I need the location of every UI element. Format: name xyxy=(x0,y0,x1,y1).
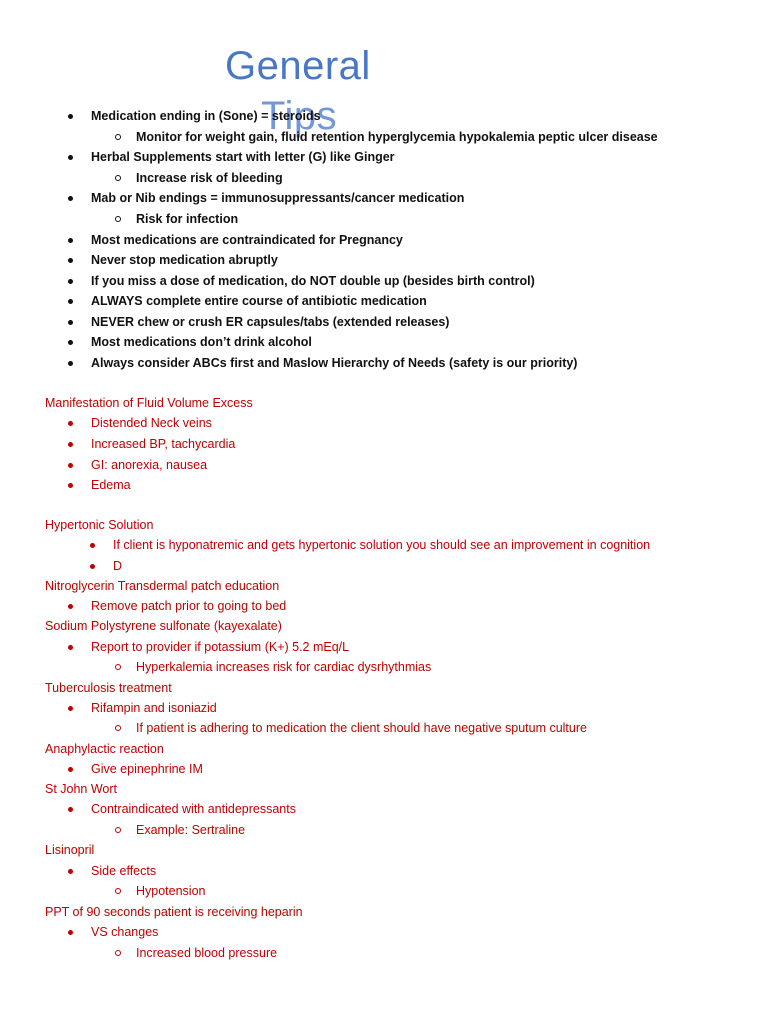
list-item: Most medications are contraindicated for Pregnancy xyxy=(91,233,403,247)
list-item: Increased blood pressure xyxy=(136,946,278,960)
list-item: Risk for infection xyxy=(136,212,239,226)
title-line1: General xyxy=(225,44,371,88)
list-item: Most medications don’t drink alcohol xyxy=(91,335,312,349)
list-item: Distended Neck veins xyxy=(91,416,212,430)
bullet-icon xyxy=(68,869,73,874)
sub-bullet-icon xyxy=(115,725,121,731)
list-item: Increase risk of bleeding xyxy=(136,171,283,185)
bullet-icon xyxy=(68,238,73,243)
section-heading: Nitroglycerin Transdermal patch education xyxy=(45,579,280,593)
sub-bullet-icon xyxy=(115,888,121,894)
title-line2: Tips xyxy=(261,94,338,138)
list-item: Example: Sertraline xyxy=(136,823,246,837)
section-heading: Sodium Polystyrene sulfonate (kayexalate) xyxy=(45,619,282,633)
list-item: VS changes xyxy=(91,925,159,939)
list-item: Increased BP, tachycardia xyxy=(91,437,236,451)
list-item: Remove patch prior to going to bed xyxy=(91,599,287,613)
list-item: If patient is adhering to medication the client should have negative sputum culture xyxy=(136,721,587,735)
bullet-icon xyxy=(68,279,73,284)
list-item: Side effects xyxy=(91,864,157,878)
list-item: Hypotension xyxy=(136,884,206,898)
bullet-icon xyxy=(68,807,73,812)
bullet-icon xyxy=(68,320,73,325)
bullet-icon xyxy=(68,483,73,488)
list-item: Monitor for weight gain, fluid retention hyperglycemia hypokalemia peptic ulcer disease xyxy=(136,130,658,144)
list-item: If you miss a dose of medication, do NOT double up (besides birth control) xyxy=(91,274,535,288)
list-item: Herbal Supplements start with letter (G) like Ginger xyxy=(91,150,395,164)
bullet-icon xyxy=(90,564,95,569)
section-heading: Hypertonic Solution xyxy=(45,518,154,532)
list-item: Mab or Nib endings = immunosuppressants/cancer medication xyxy=(91,191,465,205)
list-item: Give epinephrine IM xyxy=(91,762,203,776)
sub-bullet-icon xyxy=(115,664,121,670)
bullet-icon xyxy=(68,155,73,160)
list-item: Always consider ABCs first and Maslow Hierarchy of Needs (safety is our priority) xyxy=(91,356,578,370)
list-item: D xyxy=(113,559,123,573)
bullet-icon xyxy=(68,645,73,650)
list-item: Medication ending in (Sone) = steroids xyxy=(91,109,321,123)
section-heading: PPT of 90 seconds patient is receiving heparin xyxy=(45,905,303,919)
section-heading: St John Wort xyxy=(45,782,118,796)
bullet-icon xyxy=(68,706,73,711)
section-heading: Anaphylactic reaction xyxy=(45,742,164,756)
section-heading: Manifestation of Fluid Volume Excess xyxy=(45,396,253,410)
sub-bullet-icon xyxy=(115,950,121,956)
list-item: NEVER chew or crush ER capsules/tabs (extended releases) xyxy=(91,315,450,329)
sub-bullet-icon xyxy=(115,175,121,181)
list-item: Report to provider if potassium (K+) 5.2 mEq/L xyxy=(91,640,350,654)
bullet-icon xyxy=(68,258,73,263)
bullet-icon xyxy=(68,299,73,304)
bullet-icon xyxy=(68,442,73,447)
sub-bullet-icon xyxy=(115,827,121,833)
section-heading: Lisinopril xyxy=(45,843,95,857)
list-item: If client is hyponatremic and gets hypertonic solution you should see an improvement in cognition xyxy=(113,538,651,552)
list-item: Never stop medication abruptly xyxy=(91,253,278,267)
bullet-icon xyxy=(68,767,73,772)
bullet-icon xyxy=(68,463,73,468)
bullet-icon xyxy=(68,361,73,366)
list-item: GI: anorexia, nausea xyxy=(91,458,208,472)
list-item: ALWAYS complete entire course of antibiotic medication xyxy=(91,294,427,308)
bullet-icon xyxy=(68,114,73,119)
list-item: Rifampin and isoniazid xyxy=(91,701,217,715)
bullet-icon xyxy=(68,604,73,609)
list-item: Hyperkalemia increases risk for cardiac dysrhythmias xyxy=(136,660,432,674)
list-item: Edema xyxy=(91,478,131,492)
sub-bullet-icon xyxy=(115,134,121,140)
bullet-icon xyxy=(68,421,73,426)
list-item: Contraindicated with antidepressants xyxy=(91,802,296,816)
page-title xyxy=(225,42,371,138)
section-heading: Tuberculosis treatment xyxy=(45,681,172,695)
bullet-icon xyxy=(68,196,73,201)
bullet-icon xyxy=(90,543,95,548)
bullet-icon xyxy=(68,930,73,935)
bullet-icon xyxy=(68,340,73,345)
sub-bullet-icon xyxy=(115,216,121,222)
